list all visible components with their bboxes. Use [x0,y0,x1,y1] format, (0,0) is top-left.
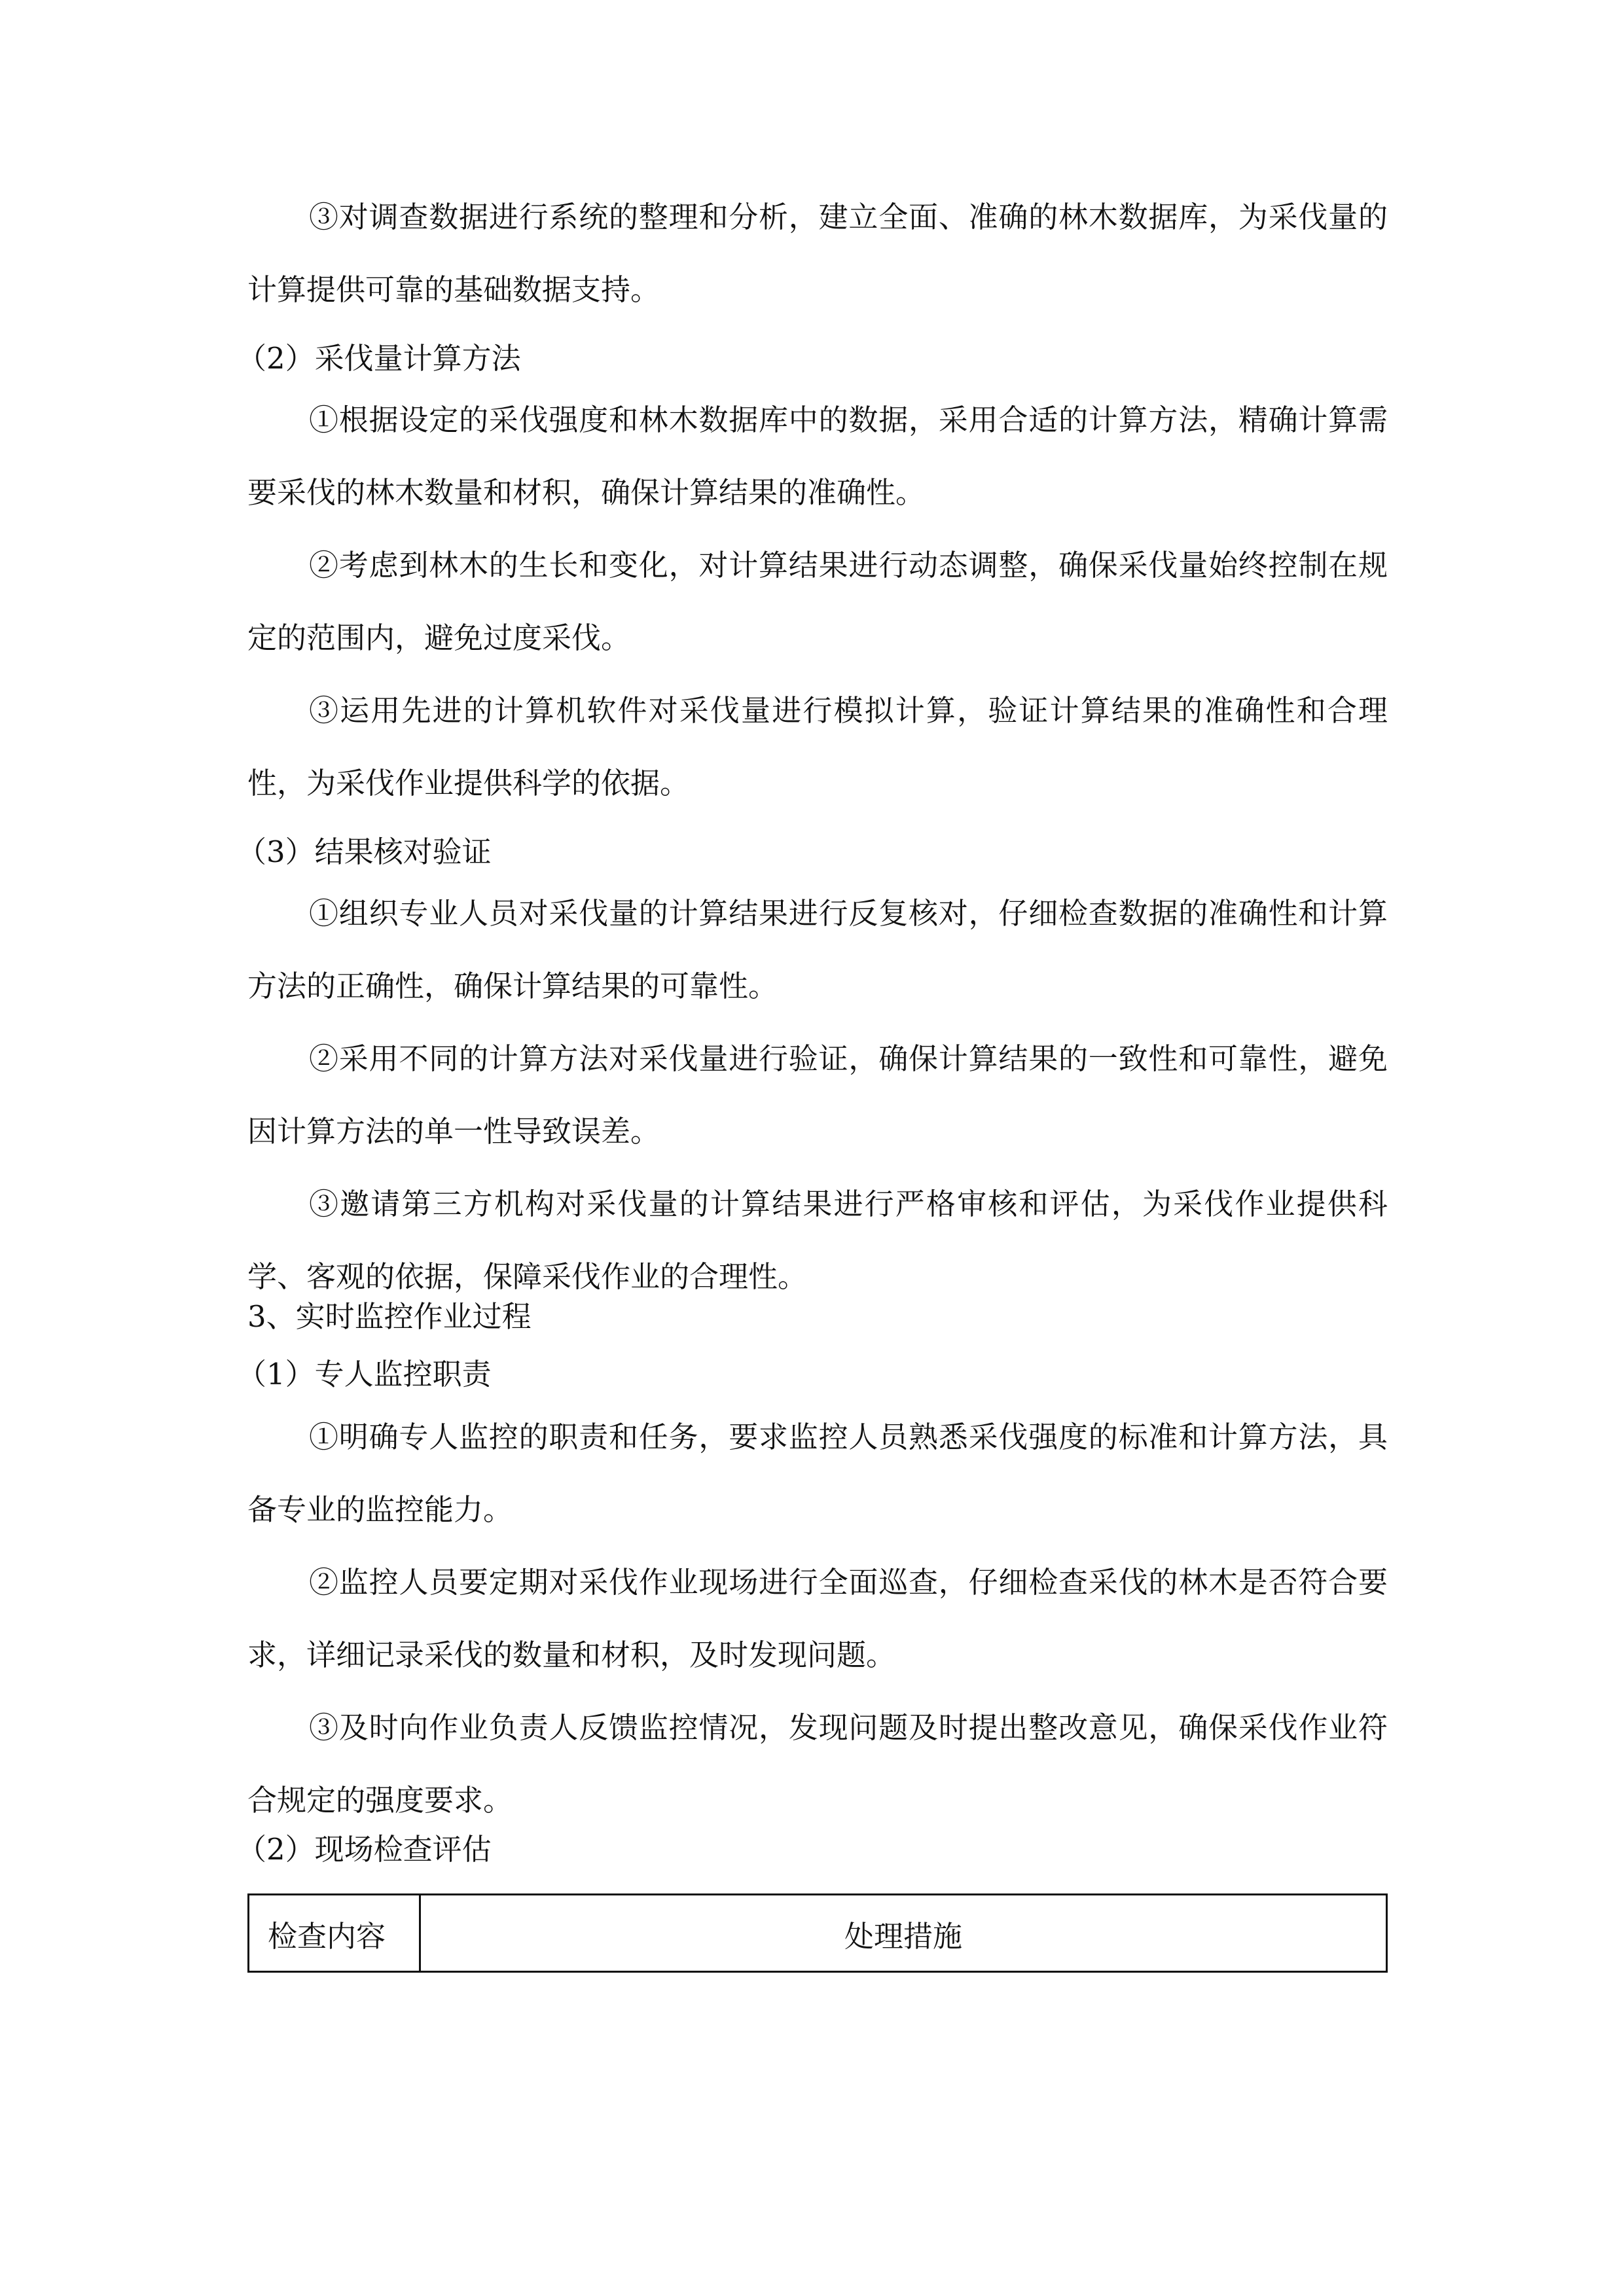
heading-realtime-monitoring: 3、实时监控作业过程 [247,1299,532,1334]
paragraph-monitor-3: ③及时向作业负责人反馈监控情况，发现问题及时提出整改意见，确保采伐作业符合规定的强度要求。 [247,1710,1388,1818]
table-header-measures: 处理措施 [844,1919,962,1954]
inspection-table [247,1893,1388,1973]
subheading-result-verification: （3）结果核对验证 [237,834,492,869]
paragraph-calc-1: ①根据设定的采伐强度和林木数据库中的数据，采用合适的计算方法，精确计算需要采伐的林木数量和材积，确保计算结果的准确性。 [247,403,1388,510]
paragraph-data-organization: ③对调查数据进行系统的整理和分析，建立全面、准确的林木数据库，为采伐量的计算提供可靠的基础数据支持。 [247,200,1388,307]
paragraph-verify-3: ③邀请第三方机构对采伐量的计算结果进行严格审核和评估，为采伐作业提供科学、客观的依据，保障采伐作业的合理性。 [247,1187,1388,1294]
subheading-site-inspection: （2）现场检查评估 [237,1832,492,1867]
paragraph-calc-3: ③运用先进的计算机软件对采伐量进行模拟计算，验证计算结果的准确性和合理性，为采伐作业提供科学的依据。 [247,693,1388,800]
paragraph-verify-2: ②采用不同的计算方法对采伐量进行验证，确保计算结果的一致性和可靠性，避免因计算方法的单一性导致误差。 [247,1041,1388,1149]
paragraph-monitor-1: ①明确专人监控的职责和任务，要求监控人员熟悉采伐强度的标准和计算方法，具备专业的监控能力。 [247,1420,1388,1527]
table-header-inspection-content: 检查内容 [249,1895,421,1971]
subheading-harvest-calc-method: （2）采伐量计算方法 [237,341,521,376]
document-page [237,0,1388,2296]
paragraph-verify-1: ①组织专业人员对采伐量的计算结果进行反复核对，仔细检查数据的准确性和计算方法的正确性，确保计算结果的可靠性。 [247,896,1388,1003]
paragraph-monitor-2: ②监控人员要定期对采伐作业现场进行全面巡查，仔细检查采伐的林木是否符合要求，详细记录采伐的数量和材积，及时发现问题。 [247,1565,1388,1672]
paragraph-calc-2: ②考虑到林木的生长和变化，对计算结果进行动态调整，确保采伐量始终控制在规定的范围内，避免过度采伐。 [247,548,1388,655]
subheading-monitor-duties: （1）专人监控职责 [237,1357,492,1391]
